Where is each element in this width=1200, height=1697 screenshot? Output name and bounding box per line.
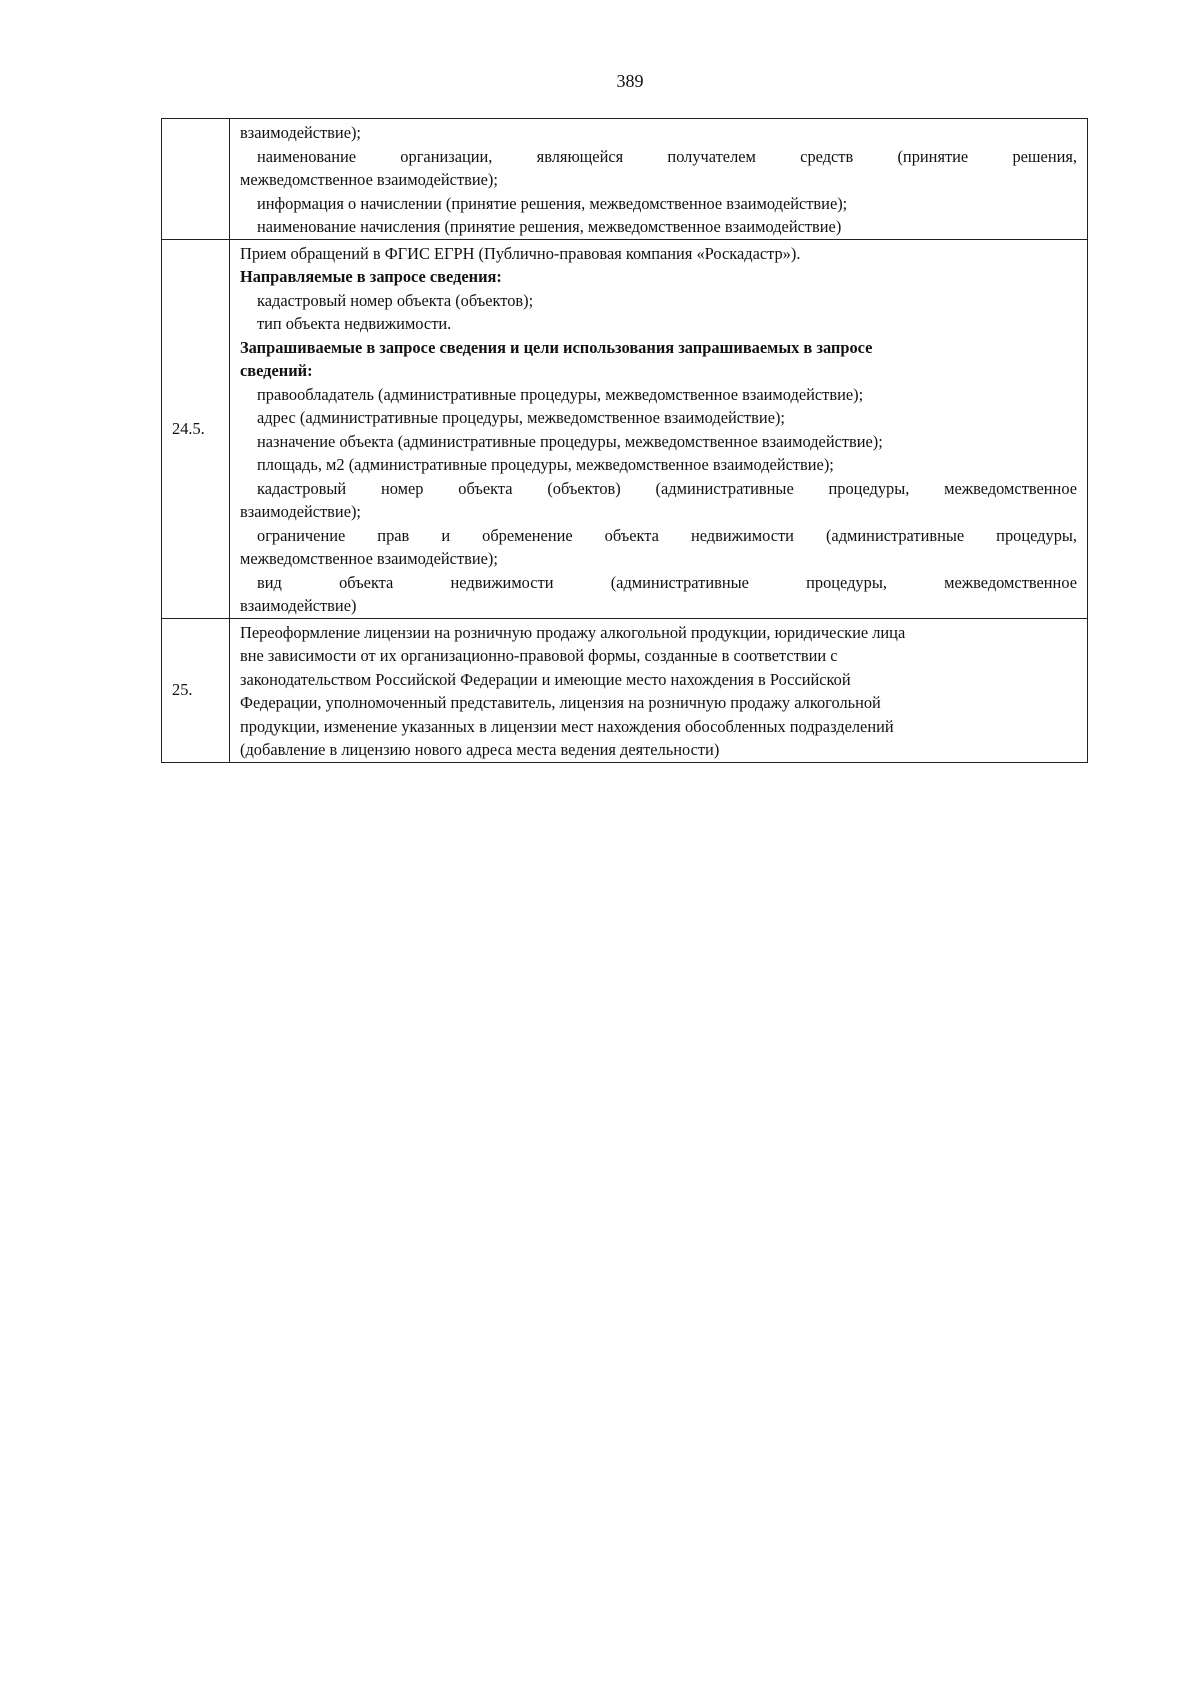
- text-line: межведомственное взаимодействие);: [240, 549, 498, 568]
- text-line: наименование организации, являющейся получателем средств (принятие решения,: [257, 146, 1077, 166]
- page-number: 389: [616, 71, 644, 91]
- text-line: Прием обращений в ФГИС ЕГРН (Публично-правовая компания «Роскадастр»).: [240, 243, 801, 263]
- row-number: 24.5.: [162, 239, 230, 618]
- table-row: [162, 119, 1088, 240]
- row-content: [230, 618, 1088, 762]
- row-number: 25.: [162, 618, 230, 762]
- row-content: [230, 239, 1088, 618]
- text-line: вне зависимости от их организационно-правовой формы, созданные в соответствии с: [240, 646, 838, 665]
- table-row: [162, 239, 1088, 618]
- text-line: ограничение прав и обременение объекта недвижимости (административные процедуры,: [257, 525, 1077, 545]
- text-line: информация о начислении (принятие решения, межведомственное взаимодействие);: [257, 193, 848, 213]
- text-line: адрес (административные процедуры, межведомственное взаимодействие);: [257, 408, 785, 427]
- section-heading: сведений:: [240, 361, 313, 380]
- text-line: кадастровый номер объекта (объектов);: [257, 290, 534, 310]
- text-line: взаимодействие): [240, 596, 357, 615]
- text-line: назначение объекта (административные процедуры, межведомственное взаимодействие);: [257, 431, 883, 451]
- text-line: Федерации, уполномоченный представитель, лицензия на розничную продажу алкогольной: [240, 693, 881, 712]
- section-heading: Направляемые в запросе сведения:: [240, 267, 502, 286]
- text-line: наименование начисления (принятие решения, межведомственное взаимодействие): [257, 217, 842, 236]
- section-heading: Запрашиваемые в запросе сведения и цели использования запрашиваемых в запросе: [240, 337, 873, 357]
- text-line: продукции, изменение указанных в лицензии мест нахождения обособленных подразделений: [240, 716, 894, 736]
- text-line: кадастровый номер объекта (объектов) (административные процедуры, межведомственное: [257, 478, 1077, 498]
- text-line: тип объекта недвижимости.: [257, 314, 452, 333]
- document-table: [161, 118, 1088, 763]
- table-row: [162, 618, 1088, 762]
- text-line: Переоформление лицензии на розничную продажу алкогольной продукции, юридические лица: [240, 622, 906, 642]
- text-line: правообладатель (административные процедуры, межведомственное взаимодействие);: [257, 384, 864, 404]
- text-line: взаимодействие);: [240, 502, 361, 521]
- text-line: межведомственное взаимодействие);: [240, 170, 498, 189]
- row-number: [162, 119, 230, 240]
- text-line: взаимодействие);: [240, 123, 361, 142]
- row-content: [230, 119, 1088, 240]
- text-line: вид объекта недвижимости (административные процедуры, межведомственное: [257, 572, 1077, 592]
- text-line: (добавление в лицензию нового адреса места ведения деятельности): [240, 740, 720, 759]
- text-line: площадь, м2 (административные процедуры, межведомственное взаимодействие);: [257, 455, 834, 474]
- text-line: законодательством Российской Федерации и имеющие место нахождения в Российской: [240, 669, 851, 689]
